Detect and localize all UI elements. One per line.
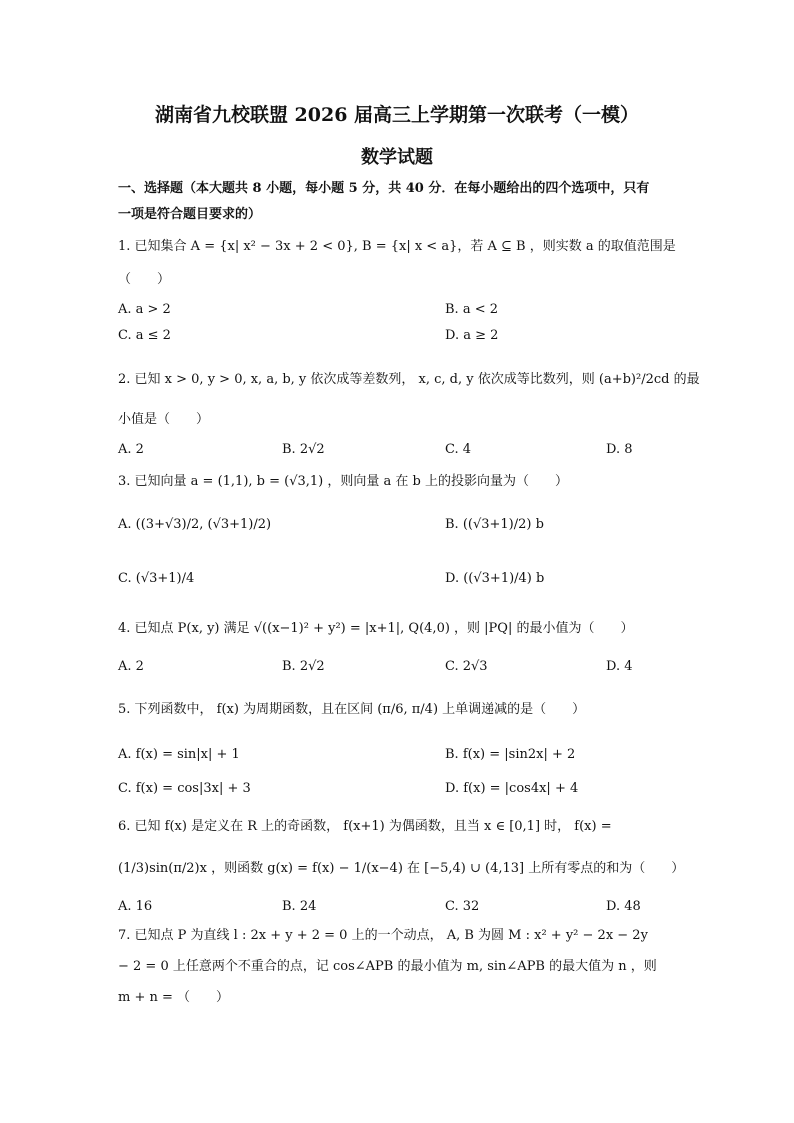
section-heading: 一、选择题（本大题共 8 小题，每小题 5 分，共 40 分．在每小题给出的四个选项中，只有 [118,181,650,196]
question-2: 2. 已知 x > 0, y > 0, x, a, b, y 依次成等差数列， x, c, d, y 依次成等比数列，则 (a+b)²/2cd 的最 [118,372,700,387]
q6-option-d: D. 48 [606,899,641,914]
question-1: 1. 已知集合 A = {x| x² − 3x + 2 < 0}, B = {x| x < a}，若 A ⊆ B ，则实数 a 的取值范围是 [118,239,676,254]
q4-option-b: B. 2√2 [282,659,325,674]
q3-option-b: B. ((√3+1)/2) b [445,517,544,532]
q3-option-c: C. (√3+1)/4 [118,571,195,586]
q1-option-c: C. a ≤ 2 [118,328,171,343]
q1-option-b: B. a < 2 [445,302,498,317]
q4-option-a: A. 2 [118,659,144,674]
q2-option-b: B. 2√2 [282,442,325,457]
question-7-cont: − 2 = 0 上任意两个不重合的点，记 cos∠APB 的最小值为 m, sin∠APB 的最大值为 n ，则 [118,959,657,974]
q4-option-d: D. 4 [606,659,633,674]
page-title: 湖南省九校联盟 2026 届高三上学期第一次联考（一模） [154,104,640,126]
q6-option-b: B. 24 [282,899,317,914]
question-1-paren: （ ） [118,272,171,287]
q5-option-c: C. f(x) = cos|3x| + 3 [118,781,251,796]
q5-option-b: B. f(x) = |sin2x| + 2 [445,747,576,762]
question-6: 6. 已知 f(x) 是定义在 R 上的奇函数， f(x+1) 为偶函数，且当 x ∈ [0,1] 时， f(x) = [118,819,612,834]
q3-option-d: D. ((√3+1)/4) b [445,571,545,586]
question-7-cont2: m + n = （ ） [118,990,230,1005]
question-3: 3. 已知向量 a = (1,1), b = (√3,1) ，则向量 a 在 b 上的投影向量为（ ） [118,474,568,489]
q1-option-d: D. a ≥ 2 [445,328,499,343]
q2-option-c: C. 4 [445,442,472,457]
q5-option-d: D. f(x) = |cos4x| + 4 [445,781,579,796]
q2-option-d: D. 8 [606,442,633,457]
section-heading-cont: 一项是符合题目要求的） [118,207,262,222]
q4-option-c: C. 2√3 [445,659,488,674]
q2-option-a: A. 2 [118,442,144,457]
q3-option-a: A. ((3+√3)/2, (√3+1)/2) [118,517,272,532]
question-5: 5. 下列函数中， f(x) 为周期函数，且在区间 (π/6, π/4) 上单调递减的是（ ） [118,702,586,717]
q5-option-a: A. f(x) = sin|x| + 1 [118,747,240,762]
q1-option-a: A. a > 2 [118,302,171,317]
question-6-cont: (1/3)sin(π/2)x ，则函数 g(x) = f(x) − 1/(x−4) 在 [−5,4) ∪ (4,13] 上所有零点的和为（ ） [118,861,685,876]
question-7: 7. 已知点 P 为直线 l : 2x + y + 2 = 0 上的一个动点， A, B 为圆 M : x² + y² − 2x − 2y [118,928,648,943]
q6-option-a: A. 16 [118,899,153,914]
question-4: 4. 已知点 P(x, y) 满足 √((x−1)² + y²) = |x+1|, Q(4,0) ，则 |PQ| 的最小值为（ ） [118,621,634,636]
question-2-cont: 小值是（ ） [118,412,210,427]
q6-option-c: C. 32 [445,899,480,914]
page-subtitle: 数学试题 [361,147,433,168]
